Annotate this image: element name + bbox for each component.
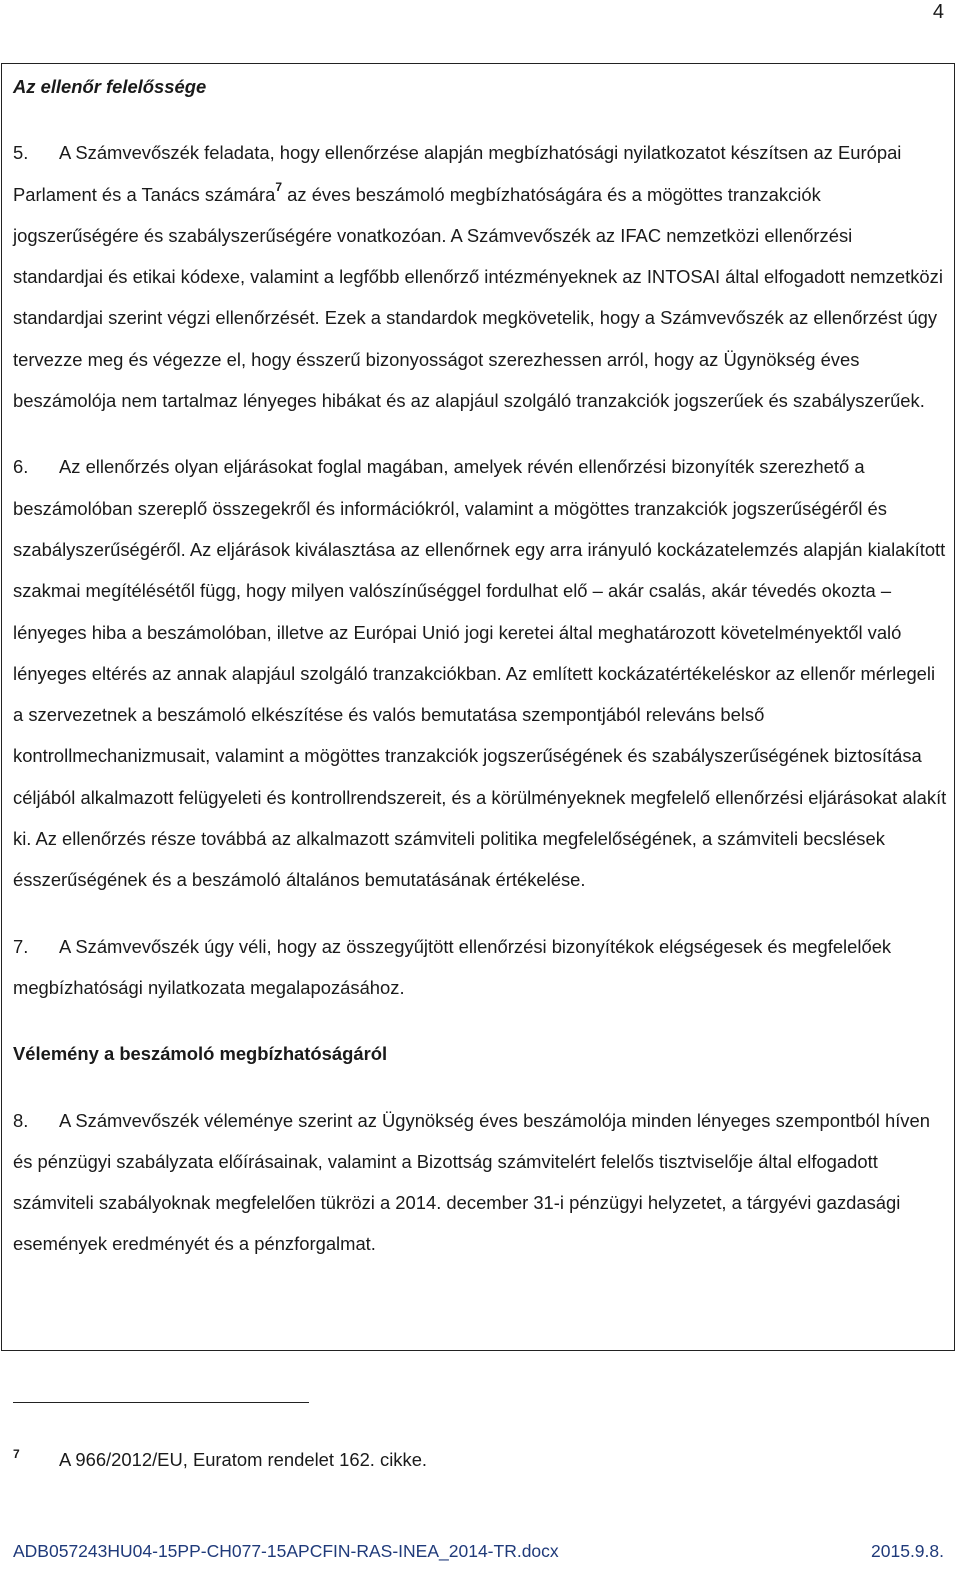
footnote-separator: [13, 1402, 309, 1403]
paragraph-text: A Számvevőszék véleménye szerint az Ügynökség éves beszámolója minden lényeges szempontból híven és pénzügyi szabályzata előírásainak, valamint a Bizottság számvitelért felelős tisztviselője által elfogadott számviteli szabályoknak megfelelően tükrözi a 2014. december 31-i pénzügyi helyzetet, a tárgyévi gazdasági események eredményét és a pénzforgalmat.: [13, 1109, 930, 1255]
paragraph-text: A Számvevőszék feladata, hogy ellenőrzése alapján megbízhatósági nyilatkozatot készítsen az Európai Parlament és a Tanács számára: [13, 142, 902, 205]
paragraph-7: [13, 926, 947, 1009]
paragraph-text: A Számvevőszék úgy véli, hogy az összegyűjtött ellenőrzési bizonyítékok elégségesek és megfelelőek megbízhatósági nyilatkozata megalapozásához.: [13, 935, 892, 998]
footer-document-id: ADB057243HU04-15PP-CH077-15APCFIN-RAS-INEA_2014-TR.docx: [13, 1541, 559, 1561]
section-heading-auditor-responsibility: Az ellenőr felelőssége: [13, 76, 207, 97]
page-number: 4: [932, 1, 944, 23]
paragraph-text-continued: az éves beszámoló megbízhatóságára és a mögöttes tranzakciók jogszerűségére és szabályszerűségére vonatkozóan. A Számvevőszék az IFAC nemzetközi ellenőrzési standardjai és etikai kódexe, valamint a legfőbb ellenőrző intézményeknek az INTOSAI által elfogadott nemzetközi standardjai szerint végzi ellenőrzését. Ezek a standardok megkövetelik, hogy a Számvevőszék az ellenőrzést úgy tervezze meg és végezze el, hogy ésszerű bizonyosságot szerezhessen arról, hogy az Ügynökség éves beszámolója nem tartalmaz lényeges hibákat és az alapjául szolgáló tranzakciók jogszerűek és szabályszerűek.: [13, 183, 943, 412]
footer-date: 2015.9.8.: [871, 1541, 944, 1561]
spacer: [13, 1008, 947, 1033]
spacer: [13, 1075, 947, 1100]
paragraph-5: [13, 132, 947, 421]
footnote-mark: 7: [13, 1447, 20, 1461]
section-heading-opinion: Vélemény a beszámoló megbízhatóságáról: [13, 1043, 388, 1065]
footnote: [13, 1440, 427, 1474]
paragraph-8: [13, 1100, 947, 1265]
paragraph-6: [13, 446, 947, 900]
paragraph-number: 8.: [13, 1109, 29, 1131]
paragraph-number: 5.: [13, 142, 29, 164]
footnote-text: A 966/2012/EU, Euratom rendelet 162. cikke.: [59, 1449, 428, 1470]
paragraph-text: Az ellenőrzés olyan eljárásokat foglal magában, amelyek révén ellenőrzési bizonyíték szerezhető a beszámolóban szereplő összegekről és információkról, valamint a mögöttes tranzakciók jogszerűségéről és szabályszerűségéről. Az eljárások kiválasztása az ellenőrnek egy arra irányuló kockázatelemzés alapján kialakított szakmai megítélésétől függ, hogy milyen valószínűséggel fordulhat elő – akár csalás, akár tévedés okozta – lényeges hiba a beszámolóban, illetve az Európai Unió jogi keretei által meghatározott követelményektől való lényeges eltérés az annak alapjául szolgáló tranzakciókban. Az említett kockázatértékeléskor az ellenőr mérlegeli a szervezetnek a beszámoló elkészítése és valós bemutatása szempontjából releváns belső kontrollmechanizmusait, valamint a mögöttes tranzakciók jogszerűségének és szabályszerűségének biztosítása céljából alkalmazott felügyeleti és kontrollrendszereit, és a körülményeknek megfelelő ellenőrzési eljárásokat alakít ki. Az ellenőrzés része továbbá az alkalmazott számviteli politika megfelelőségének, a számviteli becslések ésszerűségének és a beszámoló általános bemutatásának értékelése.: [13, 456, 947, 891]
paragraph-number: 7.: [13, 935, 29, 957]
spacer: [13, 107, 947, 132]
spacer: [13, 901, 947, 926]
document-body: [13, 66, 947, 1265]
paragraph-number: 6.: [13, 456, 29, 478]
footnote-reference[interactable]: 7: [275, 179, 283, 194]
spacer: [13, 421, 947, 446]
